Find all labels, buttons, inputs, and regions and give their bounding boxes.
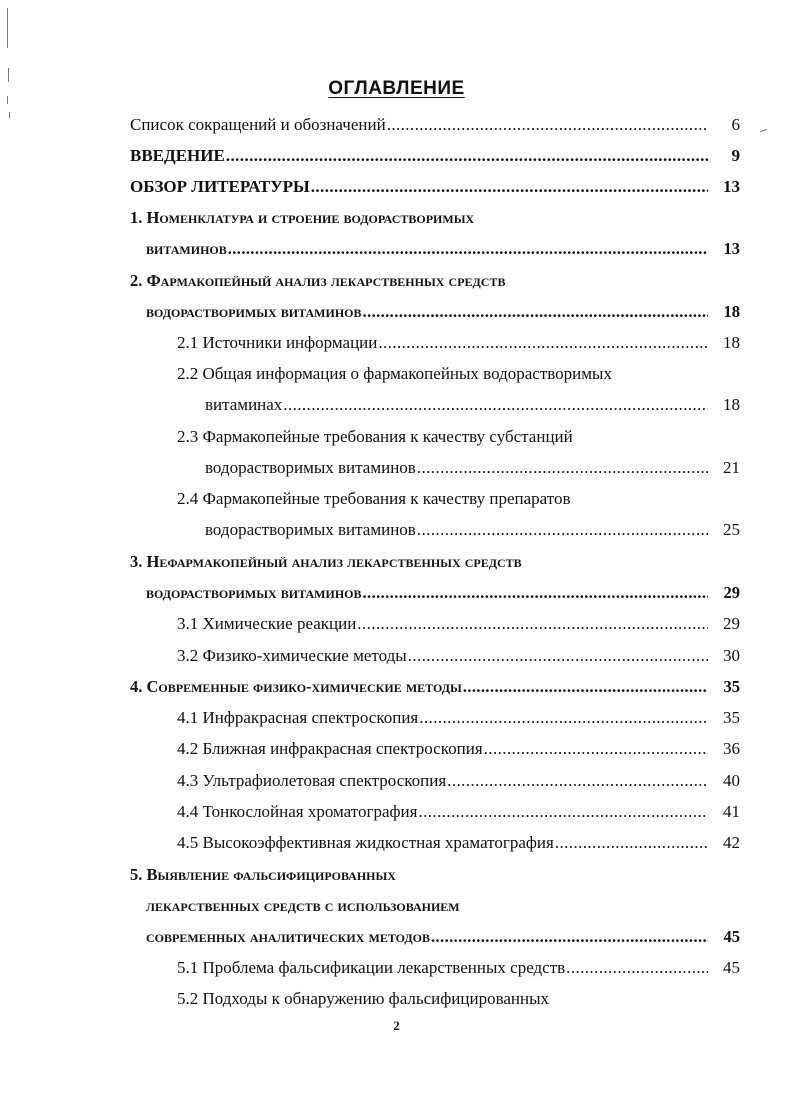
toc-2-3-heading[interactable]: 2.3 Фармакопейные требования к качеству субстанций [177, 427, 573, 446]
toc-entry-3-1[interactable]: 3.1 Химические реакции ..... 29 [177, 612, 740, 636]
toc-entry-2-3[interactable]: водорастворимых витаминов ..... 21 [205, 456, 740, 480]
page-number: 2 [393, 1018, 400, 1033]
toc-section-2-heading[interactable]: 2. Фармакопейный анализ лекарственных средств [130, 271, 506, 290]
toc-section-5-heading[interactable]: 5. Выявление фальсифицированных [130, 865, 396, 884]
toc-entry-4-5[interactable]: 4.5 Высокоэффективная жидкостная храматография ..... 42 [177, 831, 740, 855]
toc-entry-5-1[interactable]: 5.1 Проблема фальсификации лекарственных средств ..... 45 [177, 956, 740, 980]
toc-5-2-heading[interactable]: 5.2 Подходы к обнаружению фальсифицированных [177, 989, 550, 1008]
page-title: ОГЛАВЛЕНИЕ [328, 78, 465, 99]
toc-entry-section-3[interactable]: водорастворимых витаминов ..... 29 [146, 581, 740, 605]
toc-section-3-heading[interactable]: 3. Нефармакопейный анализ лекарственных средств [130, 552, 522, 571]
toc-entry-2-4[interactable]: водорастворимых витаминов ..... 25 [205, 518, 740, 542]
toc-entry-section-4[interactable]: 4. Современные физико-химические методы ..... 35 [130, 675, 740, 699]
toc-entry-4-3[interactable]: 4.3 Ультрафиолетовая спектроскопия ..... 40 [177, 769, 740, 793]
toc-2-2-heading[interactable]: 2.2 Общая информация о фармакопейных водорастворимых [177, 364, 612, 383]
toc-entry-4-1[interactable]: 4.1 Инфракрасная спектроскопия ..... 35 [177, 706, 740, 730]
toc-2-4-heading[interactable]: 2.4 Фармакопейные требования к качеству препаратов [177, 489, 571, 508]
toc-section-5-heading-line2[interactable]: лекарственных средств с использованием [146, 896, 460, 915]
toc-entry-section-1[interactable]: витаминов ..... 13 [146, 237, 740, 261]
toc-entry-introduction[interactable]: ВВЕДЕНИЕ ..... 9 [130, 144, 740, 168]
toc-entry-4-4[interactable]: 4.4 Тонкослойная хроматография ..... 41 [177, 800, 740, 824]
toc-entry-section-5[interactable]: современных аналитических методов ..... 45 [146, 925, 740, 949]
toc-entry-section-2[interactable]: водорастворимых витаминов ..... 18 [146, 300, 740, 324]
toc-entry-4-2[interactable]: 4.2 Ближная инфракрасная спектроскопия ..... 36 [177, 737, 740, 761]
toc-entry-2-2[interactable]: витаминах ..... 18 [205, 393, 740, 417]
toc-section-1-heading[interactable]: 1. Номенклатура и строение водорастворимых [130, 208, 475, 227]
toc-entry-literature-review[interactable]: ОБЗОР ЛИТЕРАТУРЫ ..... 13 [130, 175, 740, 199]
toc-entry-3-2[interactable]: 3.2 Физико-химические методы ..... 30 [177, 644, 740, 668]
toc-entry-2-1[interactable]: 2.1 Источники информации ..... 18 [177, 331, 740, 355]
toc-entry-abbreviations[interactable]: Список сокращений и обозначений ..... 6 [130, 113, 740, 137]
